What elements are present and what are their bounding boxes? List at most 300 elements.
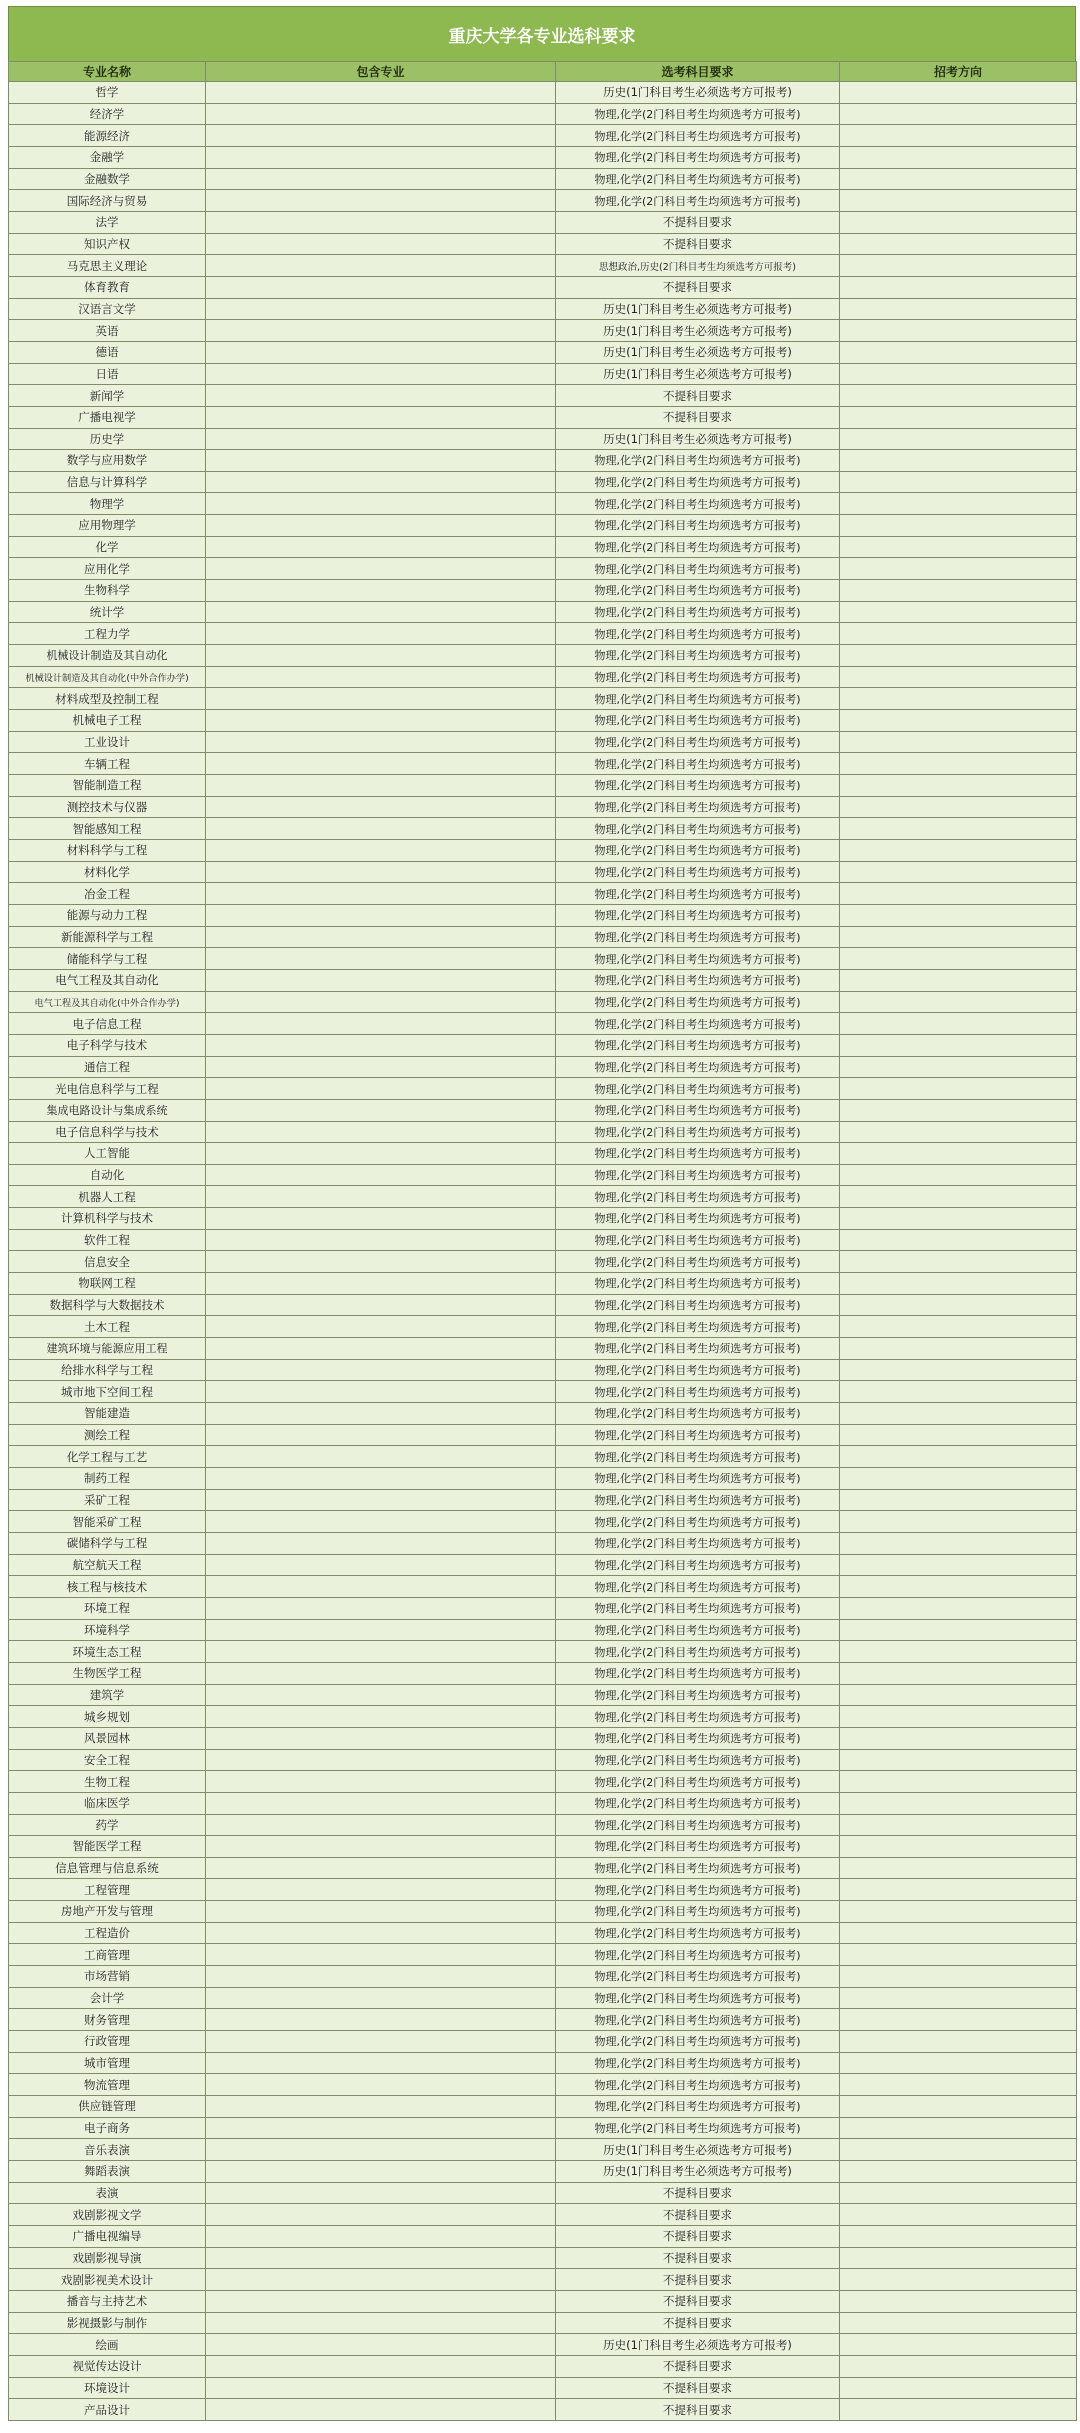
subject-requirement-cell: 物理,化学(2门科目考生均须选考方可报考) — [556, 731, 840, 753]
subject-requirement-cell: 物理,化学(2门科目考生均须选考方可报考) — [556, 493, 840, 515]
included-majors-cell — [206, 428, 556, 450]
header-admission-direction: 招考方向 — [840, 62, 1077, 82]
major-name-cell: 广播电视学 — [9, 406, 206, 428]
admission-direction-cell — [840, 2399, 1077, 2421]
major-name-cell: 金融数学 — [9, 168, 206, 190]
admission-direction-cell — [840, 623, 1077, 645]
major-name-cell: 马克思主义理论 — [9, 255, 206, 277]
admission-direction-cell — [840, 2290, 1077, 2312]
included-majors-cell — [206, 1901, 556, 1923]
table-row — [9, 2312, 1077, 2334]
subject-requirement-cell: 不提科目要求 — [556, 2269, 840, 2291]
major-name-cell: 环境工程 — [9, 1597, 206, 1619]
subject-requirement-cell: 历史(1门科目考生必须选考方可报考) — [556, 2161, 840, 2183]
admission-direction-cell — [840, 82, 1077, 104]
major-name-cell: 国际经济与贸易 — [9, 190, 206, 212]
admission-direction-cell — [840, 211, 1077, 233]
table-row — [9, 839, 1077, 861]
included-majors-cell — [206, 645, 556, 667]
major-name-cell: 历史学 — [9, 428, 206, 450]
subject-requirement-cell: 物理,化学(2门科目考生均须选考方可报考) — [556, 450, 840, 472]
major-name-cell: 哲学 — [9, 82, 206, 104]
table-row — [9, 1619, 1077, 1641]
included-majors-cell — [206, 82, 556, 104]
table-row — [9, 1273, 1077, 1295]
admission-direction-cell — [840, 926, 1077, 948]
included-majors-cell — [206, 2182, 556, 2204]
included-majors-cell — [206, 2399, 556, 2421]
included-majors-cell — [206, 536, 556, 558]
included-majors-cell — [206, 2269, 556, 2291]
subject-requirement-cell: 物理,化学(2门科目考生均须选考方可报考) — [556, 904, 840, 926]
subject-requirement-cell: 物理,化学(2门科目考生均须选考方可报考) — [556, 1554, 840, 1576]
major-name-cell: 智能制造工程 — [9, 775, 206, 797]
table-row — [9, 125, 1077, 147]
admission-direction-cell — [840, 666, 1077, 688]
admission-direction-cell — [840, 1987, 1077, 2009]
table-row — [9, 969, 1077, 991]
subject-requirement-cell: 物理,化学(2门科目考生均须选考方可报考) — [556, 839, 840, 861]
included-majors-cell — [206, 1662, 556, 1684]
major-name-cell: 机械电子工程 — [9, 710, 206, 732]
major-name-cell: 统计学 — [9, 601, 206, 623]
subject-requirement-cell: 物理,化学(2门科目考生均须选考方可报考) — [556, 1489, 840, 1511]
subject-requirement-cell: 物理,化学(2门科目考生均须选考方可报考) — [556, 818, 840, 840]
table-row — [9, 710, 1077, 732]
included-majors-cell — [206, 450, 556, 472]
major-name-cell: 应用物理学 — [9, 515, 206, 537]
table-row — [9, 211, 1077, 233]
subject-requirement-cell: 物理,化学(2门科目考生均须选考方可报考) — [556, 1078, 840, 1100]
admission-direction-cell — [840, 753, 1077, 775]
major-name-cell: 土木工程 — [9, 1316, 206, 1338]
subject-requirement-cell: 物理,化学(2门科目考生均须选考方可报考) — [556, 2096, 840, 2118]
major-name-cell: 城市地下空间工程 — [9, 1381, 206, 1403]
table-row — [9, 1922, 1077, 1944]
major-name-cell: 新闻学 — [9, 385, 206, 407]
subject-requirement-cell: 物理,化学(2门科目考生均须选考方可报考) — [556, 1879, 840, 1901]
table-row — [9, 2334, 1077, 2356]
major-name-cell: 临床医学 — [9, 1792, 206, 1814]
admission-direction-cell — [840, 1403, 1077, 1425]
subject-requirement-cell: 不提科目要求 — [556, 276, 840, 298]
admission-direction-cell — [840, 1706, 1077, 1728]
major-name-cell: 电子科学与技术 — [9, 1034, 206, 1056]
subject-requirement-cell: 物理,化学(2门科目考生均须选考方可报考) — [556, 1446, 840, 1468]
table-row — [9, 1944, 1077, 1966]
included-majors-cell — [206, 1208, 556, 1230]
included-majors-cell — [206, 1684, 556, 1706]
subject-requirement-cell: 物理,化学(2门科目考生均须选考方可报考) — [556, 1727, 840, 1749]
subject-requirement-cell: 物理,化学(2门科目考生均须选考方可报考) — [556, 1186, 840, 1208]
major-name-cell: 音乐表演 — [9, 2139, 206, 2161]
major-name-cell: 应用化学 — [9, 558, 206, 580]
table-row — [9, 1359, 1077, 1381]
major-name-cell: 工程力学 — [9, 623, 206, 645]
subject-requirement-cell: 物理,化学(2门科目考生均须选考方可报考) — [556, 1597, 840, 1619]
subject-requirement-cell: 思想政治,历史(2门科目考生均须选考方可报考) — [556, 255, 840, 277]
major-name-cell: 供应链管理 — [9, 2096, 206, 2118]
major-name-cell: 工业设计 — [9, 731, 206, 753]
subject-requirement-cell: 物理,化学(2门科目考生均须选考方可报考) — [556, 948, 840, 970]
table-row — [9, 1684, 1077, 1706]
included-majors-cell — [206, 1857, 556, 1879]
table-row — [9, 688, 1077, 710]
included-majors-cell — [206, 2161, 556, 2183]
admission-direction-cell — [840, 1013, 1077, 1035]
spreadsheet — [8, 6, 1076, 2421]
included-majors-cell — [206, 1078, 556, 1100]
major-name-cell: 戏剧影视美术设计 — [9, 2269, 206, 2291]
table-row — [9, 1164, 1077, 1186]
included-majors-cell — [206, 1922, 556, 1944]
major-name-cell: 影视摄影与制作 — [9, 2312, 206, 2334]
admission-direction-cell — [840, 969, 1077, 991]
included-majors-cell — [206, 1771, 556, 1793]
subject-requirement-cell: 物理,化学(2门科目考生均须选考方可报考) — [556, 1922, 840, 1944]
major-name-cell: 机械设计制造及其自动化(中外合作办学) — [9, 666, 206, 688]
admission-direction-cell — [840, 2031, 1077, 2053]
table-row — [9, 2204, 1077, 2226]
major-name-cell: 制药工程 — [9, 1468, 206, 1490]
major-name-cell: 电子信息工程 — [9, 1013, 206, 1035]
admission-direction-cell — [840, 255, 1077, 277]
included-majors-cell — [206, 2290, 556, 2312]
admission-direction-cell — [840, 2182, 1077, 2204]
included-majors-cell — [206, 298, 556, 320]
table-row — [9, 2117, 1077, 2139]
admission-direction-cell — [840, 1056, 1077, 1078]
admission-direction-cell — [840, 2204, 1077, 2226]
table-row — [9, 1901, 1077, 1923]
major-name-cell: 电气工程及其自动化 — [9, 969, 206, 991]
admission-direction-cell — [840, 515, 1077, 537]
table-title: 重庆大学各专业选科要求 — [8, 6, 1076, 61]
subject-requirement-cell: 物理,化学(2门科目考生均须选考方可报考) — [556, 1099, 840, 1121]
subject-requirement-cell: 物理,化学(2门科目考生均须选考方可报考) — [556, 623, 840, 645]
table-row — [9, 2225, 1077, 2247]
admission-direction-cell — [840, 601, 1077, 623]
major-name-cell: 体育教育 — [9, 276, 206, 298]
major-name-cell: 安全工程 — [9, 1749, 206, 1771]
subject-requirement-cell: 不提科目要求 — [556, 2247, 840, 2269]
subject-requirement-cell: 历史(1门科目考生必须选考方可报考) — [556, 2334, 840, 2356]
included-majors-cell — [206, 969, 556, 991]
major-name-cell: 英语 — [9, 320, 206, 342]
admission-direction-cell — [840, 1316, 1077, 1338]
table-row — [9, 2074, 1077, 2096]
included-majors-cell — [206, 1966, 556, 1988]
admission-direction-cell — [840, 1273, 1077, 1295]
admission-direction-cell — [840, 2052, 1077, 2074]
table-row — [9, 1294, 1077, 1316]
admission-direction-cell — [840, 1727, 1077, 1749]
admission-direction-cell — [840, 2161, 1077, 2183]
table-row — [9, 1078, 1077, 1100]
table-row — [9, 1099, 1077, 1121]
subject-requirement-cell: 物理,化学(2门科目考生均须选考方可报考) — [556, 1662, 840, 1684]
subject-requirement-cell: 物理,化学(2门科目考生均须选考方可报考) — [556, 1468, 840, 1490]
table-row — [9, 645, 1077, 667]
major-name-cell: 会计学 — [9, 1987, 206, 2009]
subject-requirement-cell: 物理,化学(2门科目考生均须选考方可报考) — [556, 1771, 840, 1793]
included-majors-cell — [206, 385, 556, 407]
included-majors-cell — [206, 2074, 556, 2096]
major-name-cell: 环境设计 — [9, 2377, 206, 2399]
included-majors-cell — [206, 623, 556, 645]
included-majors-cell — [206, 1836, 556, 1858]
major-name-cell: 环境生态工程 — [9, 1641, 206, 1663]
included-majors-cell — [206, 1186, 556, 1208]
subject-requirement-cell: 历史(1门科目考生必须选考方可报考) — [556, 298, 840, 320]
included-majors-cell — [206, 515, 556, 537]
major-name-cell: 舞蹈表演 — [9, 2161, 206, 2183]
admission-direction-cell — [840, 775, 1077, 797]
admission-direction-cell — [840, 1143, 1077, 1165]
included-majors-cell — [206, 666, 556, 688]
subject-requirement-cell: 物理,化学(2门科目考生均须选考方可报考) — [556, 753, 840, 775]
table-body — [9, 82, 1077, 2421]
subject-requirement-cell: 物理,化学(2门科目考生均须选考方可报考) — [556, 1576, 840, 1598]
included-majors-cell — [206, 904, 556, 926]
subject-requirement-cell: 不提科目要求 — [556, 406, 840, 428]
included-majors-cell — [206, 211, 556, 233]
major-name-cell: 航空航天工程 — [9, 1554, 206, 1576]
included-majors-cell — [206, 103, 556, 125]
major-name-cell: 城乡规划 — [9, 1706, 206, 1728]
subject-requirement-cell: 物理,化学(2门科目考生均须选考方可报考) — [556, 1316, 840, 1338]
table-row — [9, 255, 1077, 277]
admission-direction-cell — [840, 233, 1077, 255]
table-row — [9, 1381, 1077, 1403]
included-majors-cell — [206, 688, 556, 710]
header-major-name: 专业名称 — [9, 62, 206, 82]
included-majors-cell — [206, 146, 556, 168]
major-name-cell: 信息管理与信息系统 — [9, 1857, 206, 1879]
included-majors-cell — [206, 1641, 556, 1663]
table-row — [9, 601, 1077, 623]
subject-requirement-cell: 物理,化学(2门科目考生均须选考方可报考) — [556, 1814, 840, 1836]
admission-direction-cell — [840, 731, 1077, 753]
table-row — [9, 1251, 1077, 1273]
admission-direction-cell — [840, 320, 1077, 342]
included-majors-cell — [206, 1727, 556, 1749]
major-name-cell: 能源与动力工程 — [9, 904, 206, 926]
major-name-cell: 碳储科学与工程 — [9, 1532, 206, 1554]
admission-direction-cell — [840, 1597, 1077, 1619]
included-majors-cell — [206, 839, 556, 861]
major-name-cell: 工程管理 — [9, 1879, 206, 1901]
included-majors-cell — [206, 1489, 556, 1511]
major-name-cell: 材料成型及控制工程 — [9, 688, 206, 710]
admission-direction-cell — [840, 363, 1077, 385]
table-row — [9, 1013, 1077, 1035]
included-majors-cell — [206, 1446, 556, 1468]
included-majors-cell — [206, 2355, 556, 2377]
subject-requirement-cell: 不提科目要求 — [556, 2182, 840, 2204]
major-name-cell: 材料化学 — [9, 861, 206, 883]
major-name-cell: 法学 — [9, 211, 206, 233]
subject-requirement-cell: 历史(1门科目考生必须选考方可报考) — [556, 320, 840, 342]
table-row — [9, 1987, 1077, 2009]
table-row — [9, 1554, 1077, 1576]
major-name-cell: 表演 — [9, 2182, 206, 2204]
subject-requirement-cell: 物理,化学(2门科目考生均须选考方可报考) — [556, 969, 840, 991]
included-majors-cell — [206, 2225, 556, 2247]
included-majors-cell — [206, 1511, 556, 1533]
major-name-cell: 环境科学 — [9, 1619, 206, 1641]
included-majors-cell — [206, 363, 556, 385]
subject-requirement-cell: 物理,化学(2门科目考生均须选考方可报考) — [556, 688, 840, 710]
admission-direction-cell — [840, 558, 1077, 580]
major-name-cell: 信息安全 — [9, 1251, 206, 1273]
table-row — [9, 558, 1077, 580]
included-majors-cell — [206, 731, 556, 753]
table-row — [9, 1143, 1077, 1165]
major-name-cell: 戏剧影视文学 — [9, 2204, 206, 2226]
table-row — [9, 1771, 1077, 1793]
admission-direction-cell — [840, 536, 1077, 558]
admission-direction-cell — [840, 904, 1077, 926]
admission-direction-cell — [840, 1034, 1077, 1056]
included-majors-cell — [206, 861, 556, 883]
subject-requirement-cell: 物理,化学(2门科目考生均须选考方可报考) — [556, 515, 840, 537]
subject-requirement-cell: 物理,化学(2门科目考生均须选考方可报考) — [556, 1684, 840, 1706]
major-name-cell: 通信工程 — [9, 1056, 206, 1078]
table-row — [9, 1879, 1077, 1901]
major-name-cell: 经济学 — [9, 103, 206, 125]
admission-direction-cell — [840, 1381, 1077, 1403]
included-majors-cell — [206, 320, 556, 342]
admission-direction-cell — [840, 1099, 1077, 1121]
admission-direction-cell — [840, 580, 1077, 602]
major-name-cell: 药学 — [9, 1814, 206, 1836]
major-name-cell: 智能采矿工程 — [9, 1511, 206, 1533]
major-name-cell: 数学与应用数学 — [9, 450, 206, 472]
table-row — [9, 2269, 1077, 2291]
table-row — [9, 233, 1077, 255]
admission-direction-cell — [840, 2139, 1077, 2161]
subject-requirement-cell: 物理,化学(2门科目考生均须选考方可报考) — [556, 775, 840, 797]
subject-requirement-cell: 物理,化学(2门科目考生均须选考方可报考) — [556, 146, 840, 168]
admission-direction-cell — [840, 103, 1077, 125]
table-row — [9, 731, 1077, 753]
table-row — [9, 1511, 1077, 1533]
table-row — [9, 580, 1077, 602]
included-majors-cell — [206, 2334, 556, 2356]
subject-requirement-cell: 物理,化学(2门科目考生均须选考方可报考) — [556, 1251, 840, 1273]
subject-requirement-cell: 物理,化学(2门科目考生均须选考方可报考) — [556, 1143, 840, 1165]
admission-direction-cell — [840, 450, 1077, 472]
major-name-cell: 视觉传达设计 — [9, 2355, 206, 2377]
major-name-cell: 化学 — [9, 536, 206, 558]
admission-direction-cell — [840, 1922, 1077, 1944]
table-row — [9, 1468, 1077, 1490]
major-name-cell: 智能医学工程 — [9, 1836, 206, 1858]
admission-direction-cell — [840, 2117, 1077, 2139]
admission-direction-cell — [840, 276, 1077, 298]
subject-requirement-cell: 物理,化学(2门科目考生均须选考方可报考) — [556, 1749, 840, 1771]
major-name-cell: 戏剧影视导演 — [9, 2247, 206, 2269]
table-row — [9, 1641, 1077, 1663]
table-row — [9, 1706, 1077, 1728]
major-name-cell: 播音与主持艺术 — [9, 2290, 206, 2312]
included-majors-cell — [206, 1814, 556, 1836]
table-row — [9, 991, 1077, 1013]
admission-direction-cell — [840, 1814, 1077, 1836]
major-name-cell: 车辆工程 — [9, 753, 206, 775]
major-name-cell: 数据科学与大数据技术 — [9, 1294, 206, 1316]
included-majors-cell — [206, 1619, 556, 1641]
table-row — [9, 948, 1077, 970]
included-majors-cell — [206, 1532, 556, 1554]
admission-direction-cell — [840, 1294, 1077, 1316]
admission-direction-cell — [840, 146, 1077, 168]
table-row — [9, 493, 1077, 515]
admission-direction-cell — [840, 1857, 1077, 1879]
major-name-cell: 化学工程与工艺 — [9, 1446, 206, 1468]
subject-requirement-cell: 不提科目要求 — [556, 2377, 840, 2399]
subject-requirement-cell: 不提科目要求 — [556, 211, 840, 233]
admission-direction-cell — [840, 645, 1077, 667]
admission-direction-cell — [840, 168, 1077, 190]
subject-requirement-cell: 物理,化学(2门科目考生均须选考方可报考) — [556, 1987, 840, 2009]
admission-direction-cell — [840, 341, 1077, 363]
admission-direction-cell — [840, 2074, 1077, 2096]
admission-direction-cell — [840, 796, 1077, 818]
major-name-cell: 工商管理 — [9, 1944, 206, 1966]
table-row — [9, 753, 1077, 775]
subject-requirement-cell: 物理,化学(2门科目考生均须选考方可报考) — [556, 645, 840, 667]
major-name-cell: 电子商务 — [9, 2117, 206, 2139]
subject-requirement-cell: 不提科目要求 — [556, 2204, 840, 2226]
subject-requirement-cell: 物理,化学(2门科目考生均须选考方可报考) — [556, 1273, 840, 1295]
admission-direction-cell — [840, 839, 1077, 861]
subject-requirement-cell: 物理,化学(2门科目考生均须选考方可报考) — [556, 1294, 840, 1316]
admission-direction-cell — [840, 2334, 1077, 2356]
subject-requirement-cell: 物理,化学(2门科目考生均须选考方可报考) — [556, 2052, 840, 2074]
subject-requirement-cell: 物理,化学(2门科目考生均须选考方可报考) — [556, 1034, 840, 1056]
subject-requirement-cell: 物理,化学(2门科目考生均须选考方可报考) — [556, 580, 840, 602]
subject-requirement-cell: 物理,化学(2门科目考生均须选考方可报考) — [556, 1208, 840, 1230]
table-row — [9, 2161, 1077, 2183]
major-name-cell: 绘画 — [9, 2334, 206, 2356]
table-row — [9, 276, 1077, 298]
table-row — [9, 2290, 1077, 2312]
table-row — [9, 320, 1077, 342]
subject-requirement-cell: 不提科目要求 — [556, 2355, 840, 2377]
subject-requirements-table — [8, 61, 1077, 2421]
table-row — [9, 2052, 1077, 2074]
table-row — [9, 1316, 1077, 1338]
included-majors-cell — [206, 190, 556, 212]
admission-direction-cell — [840, 883, 1077, 905]
subject-requirement-cell: 物理,化学(2门科目考生均须选考方可报考) — [556, 710, 840, 732]
subject-requirement-cell: 物理,化学(2门科目考生均须选考方可报考) — [556, 1619, 840, 1641]
major-name-cell: 储能科学与工程 — [9, 948, 206, 970]
major-name-cell: 人工智能 — [9, 1143, 206, 1165]
subject-requirement-cell: 物理,化学(2门科目考生均须选考方可报考) — [556, 796, 840, 818]
admission-direction-cell — [840, 1749, 1077, 1771]
included-majors-cell — [206, 753, 556, 775]
subject-requirement-cell: 不提科目要求 — [556, 2312, 840, 2334]
major-name-cell: 工程造价 — [9, 1922, 206, 1944]
included-majors-cell — [206, 406, 556, 428]
included-majors-cell — [206, 1316, 556, 1338]
table-row — [9, 428, 1077, 450]
subject-requirement-cell: 物理,化学(2门科目考生均须选考方可报考) — [556, 883, 840, 905]
table-row — [9, 2377, 1077, 2399]
